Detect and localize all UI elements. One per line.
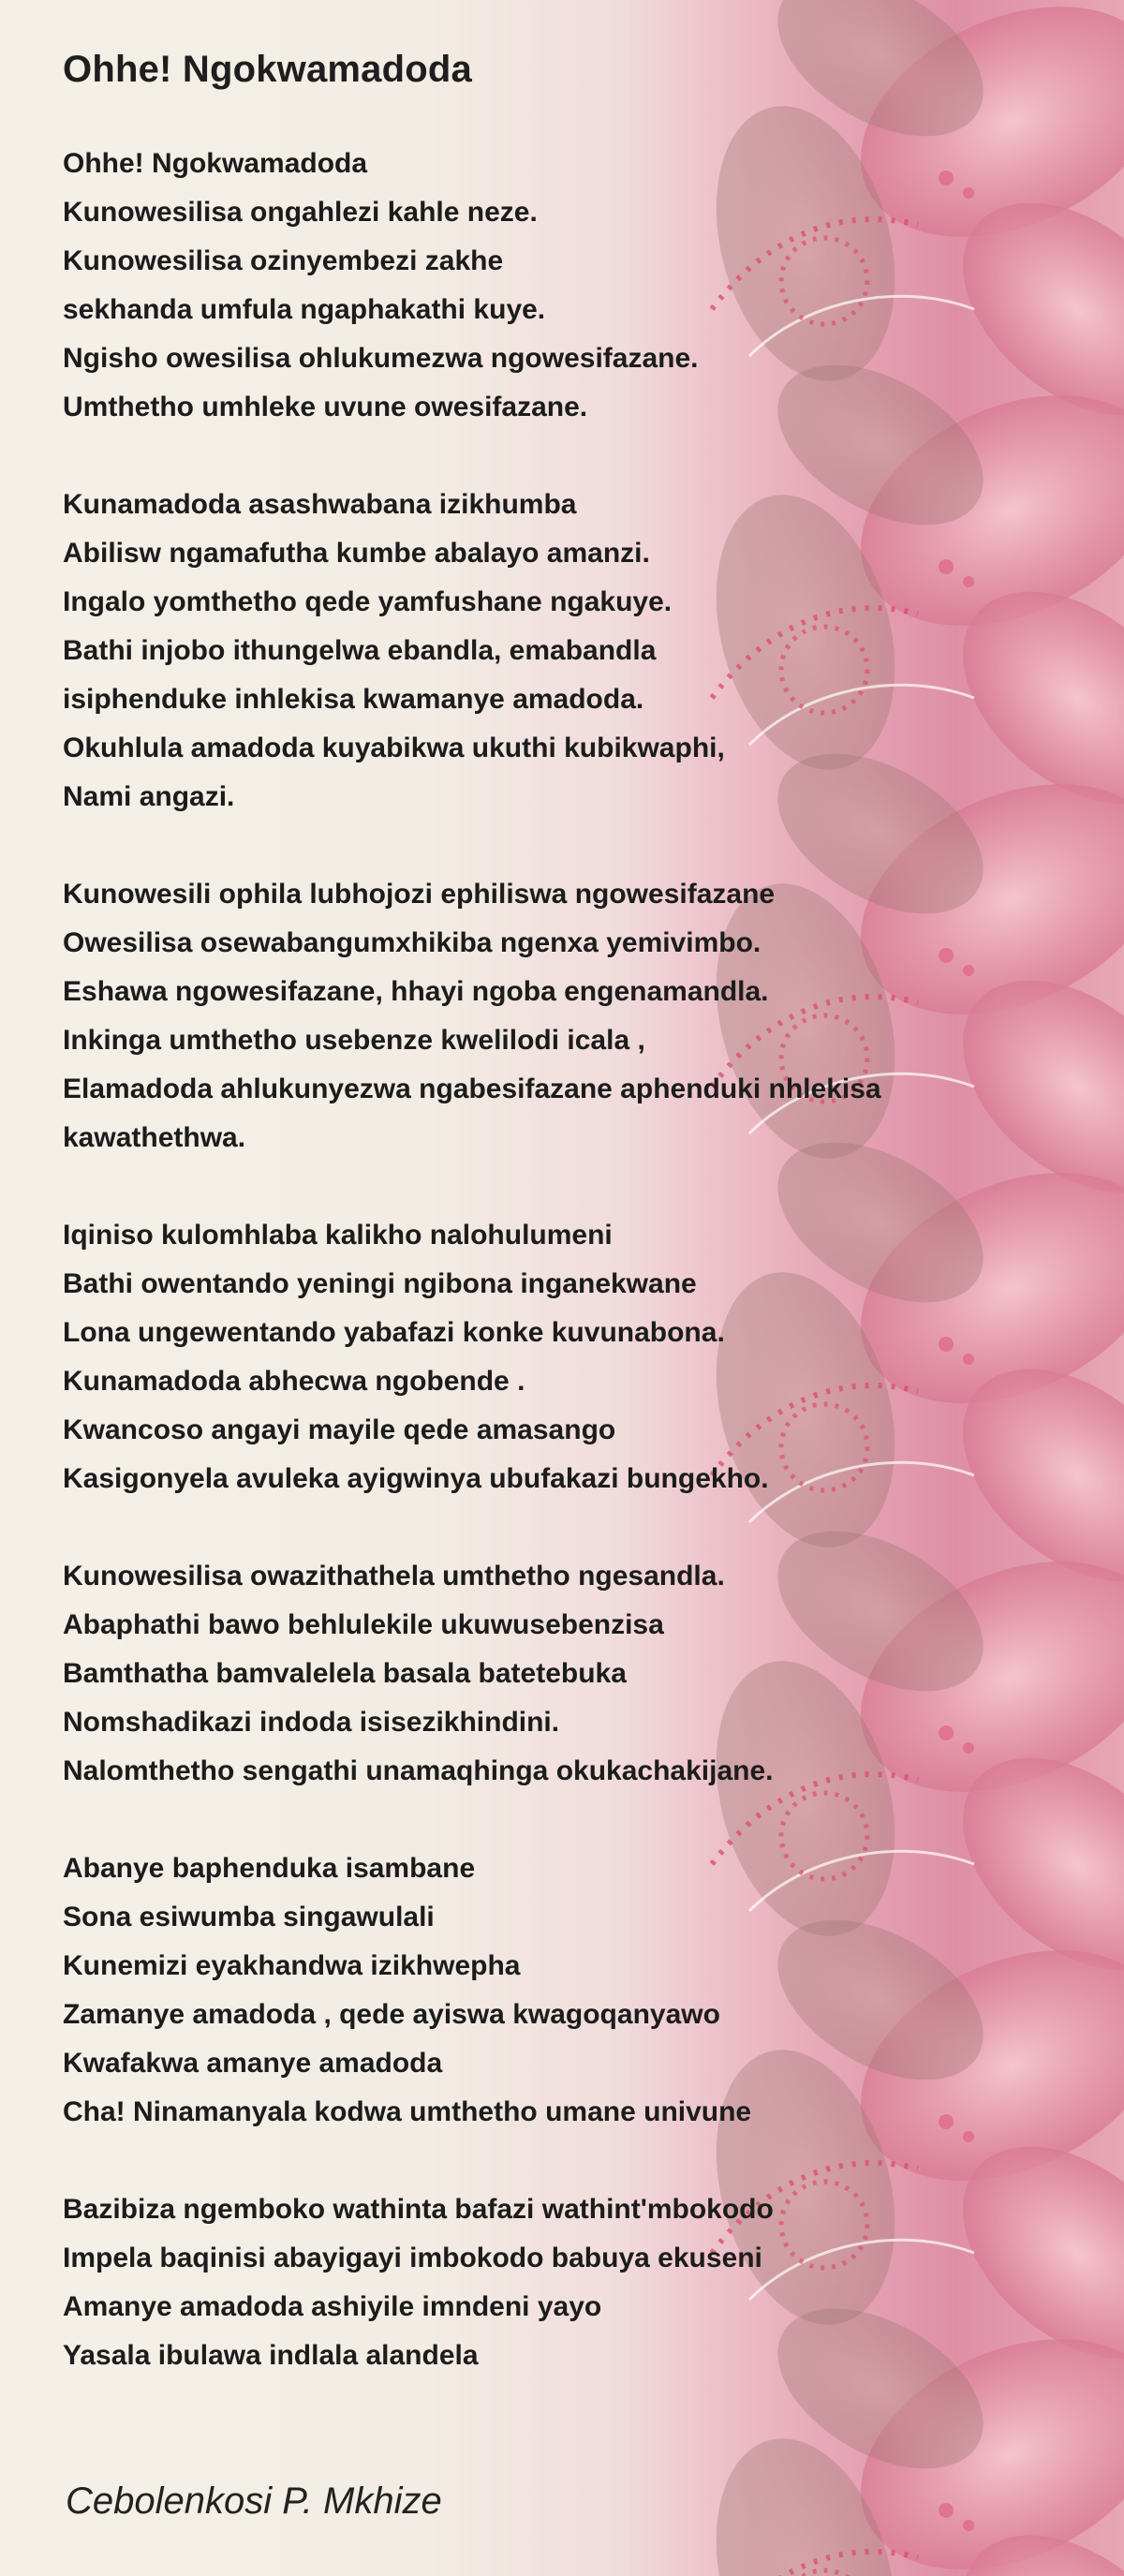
poem-line: Bamthatha bamvalelela basala batetebuka <box>63 1658 627 1689</box>
poem-line: Impela baqinisi abayigayi imbokodo babuya ekuseni <box>63 2243 762 2273</box>
poem-line: Kunemizi eyakhandwa izikhwepha <box>63 1950 521 1981</box>
poem-line: Ohhe! Ngokwamadoda <box>63 148 368 179</box>
poem-line: Sona esiwumba singawulali <box>63 1902 435 1932</box>
poem-line: Elamadoda ahlukunyezwa ngabesifazane aphenduki nhlekisa <box>63 1073 881 1104</box>
poem-line: Iqiniso kulomhlaba kalikho nalohulumeni <box>63 1220 613 1251</box>
poem-line: Owesilisa osewabangumxhikiba ngenxa yemivimbo. <box>63 927 762 958</box>
poem-line: kawathethwa. <box>63 1122 246 1153</box>
stanza-3 <box>63 870 881 1162</box>
poem-line: Bathi injobo ithungelwa ebandla, emabandla <box>63 635 657 666</box>
poem-line: Kunowesilisa owazithathela umthetho ngesandla. <box>63 1561 725 1591</box>
poem-title: Ohhe! Ngokwamadoda <box>63 49 472 90</box>
poem-line: Nami angazi. <box>63 781 235 812</box>
poem-line: Ingalo yomthetho qede yamfushane ngakuye. <box>63 586 673 617</box>
poem-line: Inkinga umthetho usebenze kwelilodi icala , <box>63 1025 645 1056</box>
poem-line: Cha! Ninamanyala kodwa umthetho umane univune <box>63 2096 752 2127</box>
poem-line: Nomshadikazi indoda isisezikhindini. <box>63 1707 560 1738</box>
poem-line: Kunowesilisa ozinyembezi zakhe <box>63 245 504 276</box>
poem-line: Kunamadoda asashwabana izikhumba <box>63 489 577 520</box>
poem-line: Amanye amadoda ashiyile imndeni yayo <box>63 2291 602 2322</box>
poem-line: Umthetho umhleke uvune owesifazane. <box>63 392 588 422</box>
poem-line: Kunowesilisa ongahlezi kahle neze. <box>63 197 538 228</box>
stanza-7 <box>63 2185 774 2380</box>
poem-line: Kasigonyela avuleka ayigwinya ubufakazi bungekho. <box>63 1463 769 1494</box>
poem-line: Abaphathi bawo behlulekile ukuwusebenzisa <box>63 1609 664 1640</box>
poem-line: Lona ungewentando yabafazi konke kuvunabona. <box>63 1317 725 1348</box>
stanza-4 <box>63 1211 769 1503</box>
poem-line: sekhanda umfula ngaphakathi kuye. <box>63 294 546 325</box>
poem-line: Kwafakwa amanye amadoda <box>63 2048 443 2079</box>
stanza-5 <box>63 1552 773 1796</box>
poem-line: Eshawa ngowesifazane, hhayi ngoba engenamandla. <box>63 976 769 1007</box>
poem-line: Kunamadoda abhecwa ngobende . <box>63 1366 525 1397</box>
poem-line: isiphenduke inhlekisa kwamanye amadoda. <box>63 684 644 715</box>
poem-line: Abanye baphenduka isambane <box>63 1853 476 1884</box>
poem-line: Kunowesili ophila lubhojozi ephiliswa ngowesifazane <box>63 879 776 910</box>
poem-line: Kwancoso angayi mayile qede amasango <box>63 1414 616 1445</box>
poem-line: Nalomthetho sengathi unamaqhinga okukachakijane. <box>63 1755 774 1786</box>
poem-line: Abilisw ngamafutha kumbe abalayo amanzi. <box>63 538 650 569</box>
poem-line: Bazibiza ngemboko wathinta bafazi wathint'mbokodo <box>63 2194 774 2225</box>
stanza-6 <box>63 1844 751 2137</box>
stanza-2 <box>63 481 725 822</box>
poem-author: Cebolenkosi P. Mkhize <box>66 2480 442 2522</box>
poem-line: Bathi owentando yeningi ngibona inganekwane <box>63 1268 697 1299</box>
poem-line: Yasala ibulawa indlala alandela <box>63 2340 479 2371</box>
poem-line: Okuhlula amadoda kuyabikwa ukuthi kubikwaphi, <box>63 733 725 763</box>
stanza-1 <box>63 140 699 432</box>
poem-line: Zamanye amadoda , qede ayiswa kwagoqanyawo <box>63 1999 720 2030</box>
poem-line: Ngisho owesilisa ohlukumezwa ngowesifazane. <box>63 343 699 374</box>
